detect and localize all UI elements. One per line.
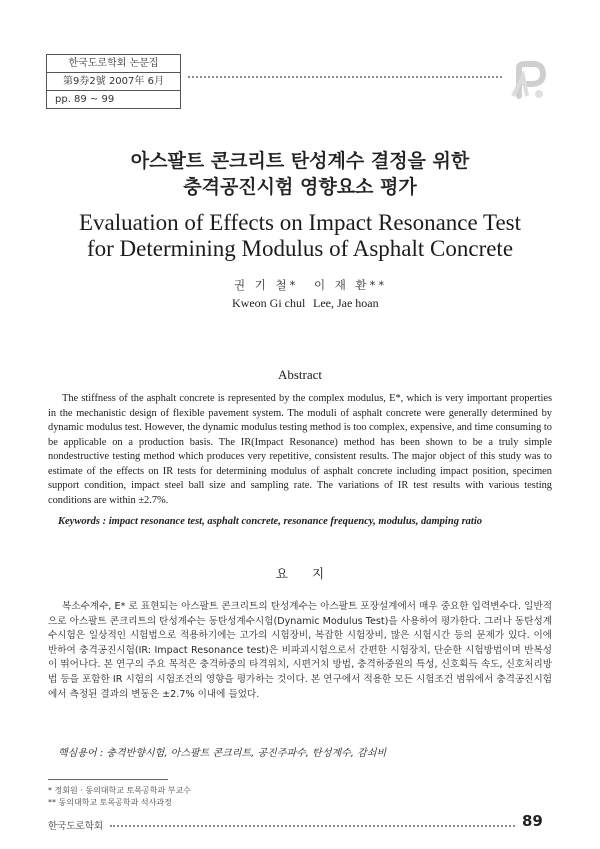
author-1-ko: 권 기 철* (234, 278, 299, 292)
page-number: 89 (522, 812, 543, 830)
footer-society: 한국도로학회 (48, 821, 104, 832)
keywords-en: Keywords : impact resonance test, asphalt concrete, resonance frequency, modulus, damping ratio (58, 516, 482, 527)
journal-name: 한국도로학회 논문집 (47, 55, 180, 73)
title-ko-line-1: 아스팔트 콘크리트 탄성계수 결정을 위한 (130, 150, 470, 172)
society-logo-icon (505, 56, 553, 104)
summary-ko-heading: 요지 (275, 566, 349, 581)
footer-dotted-rule (110, 825, 515, 827)
footnote-1: * 정회원 · 동의대학교 토목공학과 부교수 (48, 786, 191, 795)
footnote-rule (48, 779, 168, 780)
summary-ko-text: 복소수계수, E* 로 표현되는 아스팔트 콘크리트의 탄성계수는 아스팔트 포장설계에서 매우 중요한 입력변수다. 일반적으로 아스팔트 콘크리트의 탄성계수는 동탄성계수시험(Dynamic Modulus Test)을 사용하여 평가한다. 그러나 동탄성계수시험은 일상적인 시험법으로 적용하기에는 고가의 시험장비, 복잡한 시험장비, 많은 시험시간 등의 문제가 있다. 이에 반하여 충격공진시험(IR: Impact Resonance test)은 비파괴시험으로서 간편한 시험장치, 단순한 시험방법이며 반복성이 뛰어나다. 본 연구의 주요 목적은 충격하중의 타격위치, 시편거치 방법, 충격하중원의 특성, 신호획득 속도, 신호처리방법 등을 포함한 IR 시험의 시험조건의 영향을 평가하는 것이다. 본 연구에서 적용한 모든 시험조건 범위에서 충격공진시험에서 측정된 결과의 변동은 ±2.7% 이내에 들었다. (48, 601, 552, 700)
footnote-2: ** 동의대학교 토목공학과 석사과정 (48, 798, 172, 807)
journal-info-box (46, 54, 181, 109)
author-2-en: Lee, Jae hoan (313, 296, 379, 310)
abstract-text: The stiffness of the asphalt concrete is represented by the complex modulus, E*, which is very important properties in the mechanistic design of flexible pavement system. The moduli of asphalt concrete were generally determined by dynamic modulus test. However, the dynamic modulus testing method is too complex, expensive, and time consuming to be applicable on a production basis. The IR(Impact Resonance) method has been shown to be a truly simple nondestructive testing method which produces very repetitive, consistent results. The major object of this study was to estimate of the effects on IR tests for determining modulus of asphalt concrete including impact position, specimen support condition, impact steel ball size and sampling rate. The variations of IR test results with various testing conditions are within ±2.7%. (48, 393, 552, 506)
author-2-ko: 이 재 환** (314, 278, 388, 292)
journal-issue: 第9券2號 2007年 6月 (47, 73, 180, 91)
abstract-heading: Abstract (277, 367, 323, 382)
journal-pages: pp. 89 ~ 99 (55, 94, 115, 105)
keywords-ko: 핵심용어 : 충격반향시험, 아스팔트 콘크리트, 공진주파수, 탄성계수, 감쇠비 (58, 748, 387, 759)
title-en-line-2: for Determining Modulus of Asphalt Concrete (86, 236, 514, 261)
title-en-line-1: Evaluation of Effects on Impact Resonance Test (78, 210, 522, 235)
title-ko-line-2: 충격공진시험 영향요소 평가 (183, 176, 417, 198)
header-dotted-rule (188, 76, 502, 78)
author-1-en: Kweon Gi chul (232, 296, 306, 310)
